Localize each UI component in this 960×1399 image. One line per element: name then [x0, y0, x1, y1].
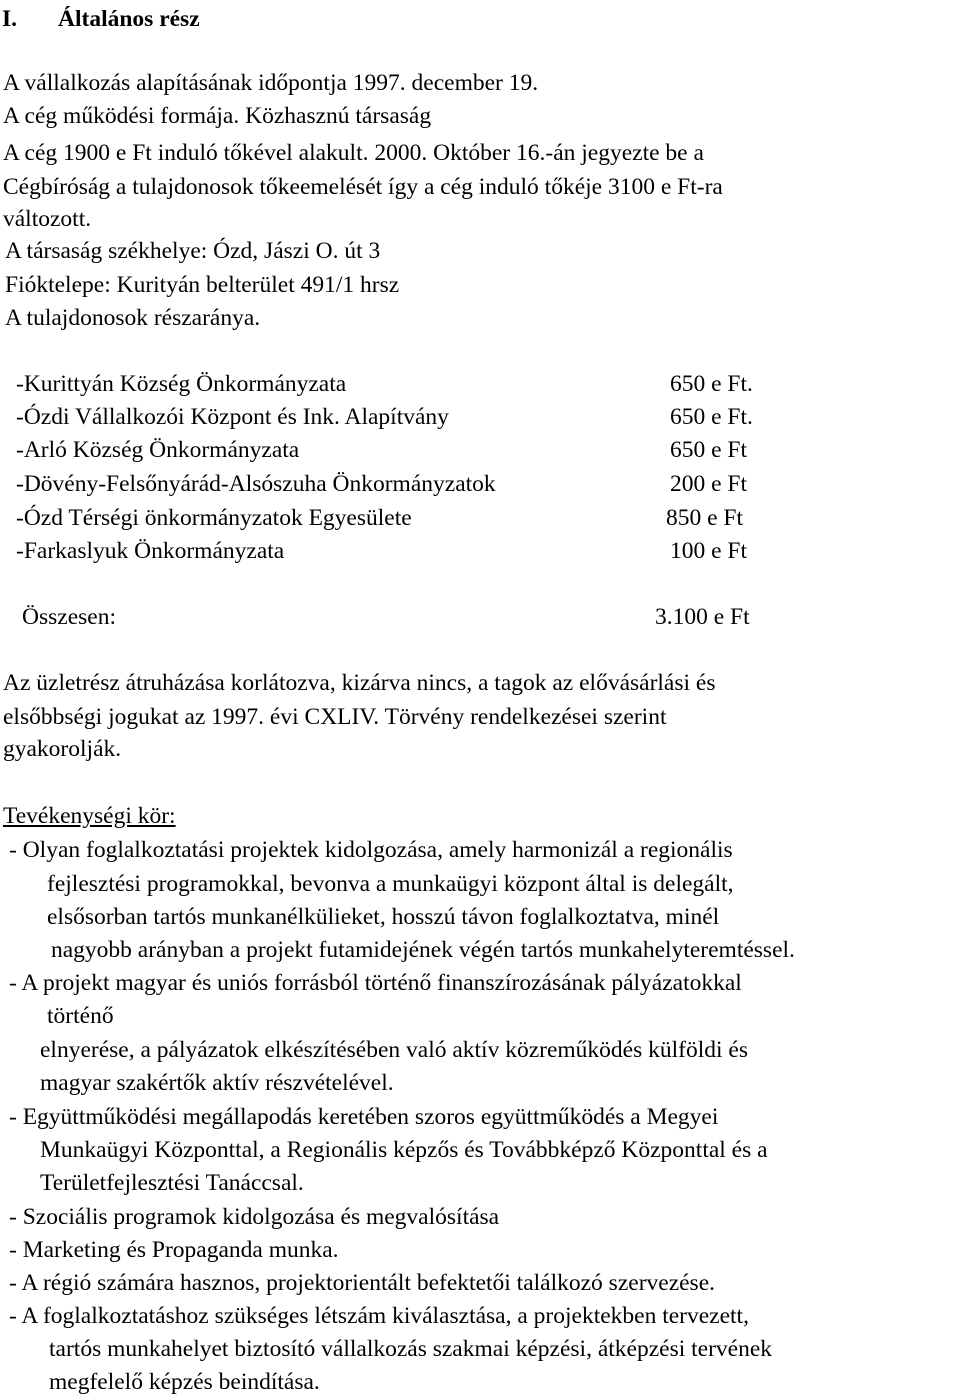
activity-line: - Szociális programok kidolgozása és megvalósítása: [9, 1204, 500, 1230]
transfer-line: gyakorolják.: [3, 736, 122, 762]
owner-amount: 100 e Ft: [670, 538, 748, 564]
owner-name: -Kurittyán Község Önkormányzata: [16, 371, 347, 397]
activity-line: elsősorban tartós munkanélkülieket, hosszú távon foglalkoztatva, minél: [47, 904, 720, 930]
owner-name: -Farkaslyuk Önkormányzata: [16, 538, 285, 564]
intro-line: Cégbíróság a tulajdonosok tőkeemelését így a cég induló tőkéje 3100 e Ft-ra: [3, 174, 723, 200]
intro-line: változott.: [3, 206, 92, 232]
activity-line: magyar szakértők aktív részvételével.: [40, 1070, 394, 1096]
owner-amount: 650 e Ft: [670, 437, 748, 463]
owner-amount: 650 e Ft.: [670, 371, 753, 397]
activity-line: - Marketing és Propaganda munka.: [9, 1237, 339, 1263]
owner-name: -Ózdi Vállalkozói Központ és Ink. Alapítvány: [16, 404, 449, 430]
owner-name: -Dövény-Felsőnyárád-Alsószuha Önkormányzatok: [16, 471, 496, 497]
intro-line: A vállalkozás alapításának időpontja 1997. december 19.: [3, 70, 539, 96]
intro-line: A cég 1900 e Ft induló tőkével alakult. 2000. Október 16.-án jegyezte be a: [3, 140, 704, 166]
total-label: Összesen:: [22, 604, 116, 630]
activity-line: - Együttműködési megállapodás keretében szoros együttműködés a Megyei: [9, 1104, 719, 1130]
owner-amount: 650 e Ft.: [670, 404, 753, 430]
activity-line: elnyerése, a pályázatok elkészítésében való aktív közreműködés külföldi és: [40, 1037, 748, 1063]
owner-amount: 200 e Ft: [670, 471, 748, 497]
transfer-line: elsőbbségi jogukat az 1997. évi CXLIV. Törvény rendelkezései szerint: [3, 704, 667, 730]
owner-amount: 850 e Ft: [666, 505, 744, 531]
section-number: I.: [2, 6, 18, 32]
total-amount: 3.100 e Ft: [655, 604, 750, 630]
intro-line: A társaság székhelye: Ózd, Jászi O. út 3: [5, 238, 381, 264]
owner-name: -Ózd Térségi önkormányzatok Egyesülete: [16, 505, 412, 531]
activity-line: - A foglalkoztatáshoz szükséges létszám kiválasztása, a projektekben tervezett,: [9, 1303, 749, 1329]
activity-line: nagyobb arányban a projekt futamidejének végén tartós munkahelyteremtéssel.: [51, 937, 795, 963]
activity-line: Munkaügyi Központtal, a Regionális képzős és Továbbképző Központtal és a: [40, 1137, 768, 1163]
activity-line: - A régió számára hasznos, projektorientált befektetői találkozó szervezése.: [9, 1270, 716, 1296]
activity-line: tartós munkahelyet biztosító vállalkozás szakmai képzési, átképzési tervének: [49, 1336, 773, 1362]
activity-line: fejlesztési programokkal, bevonva a munkaügyi központ által is delegált,: [47, 871, 734, 897]
activity-line: megfelelő képzés beindítása.: [49, 1369, 320, 1395]
intro-line: A tulajdonosok részaránya.: [5, 305, 261, 331]
activity-line: - Olyan foglalkoztatási projektek kidolgozása, amely harmonizál a regionális: [9, 837, 733, 863]
owner-name: -Arló Község Önkormányzata: [16, 437, 300, 463]
section-title: Általános rész: [58, 6, 200, 32]
activity-line: Területfejlesztési Tanáccsal.: [40, 1170, 304, 1196]
activity-line: történő: [47, 1003, 114, 1029]
transfer-line: Az üzletrész átruházása korlátozva, kizárva nincs, a tagok az elővásárlási és: [3, 670, 716, 696]
activity-line: - A projekt magyar és uniós forrásból történő finanszírozásának pályázatokkal: [9, 970, 742, 996]
intro-line: A cég működési formája. Közhasznú társaság: [3, 103, 432, 129]
intro-line: Fióktelepe: Kurityán belterület 491/1 hrsz: [5, 272, 400, 298]
activity-heading: Tevékenységi kör:: [3, 803, 176, 829]
